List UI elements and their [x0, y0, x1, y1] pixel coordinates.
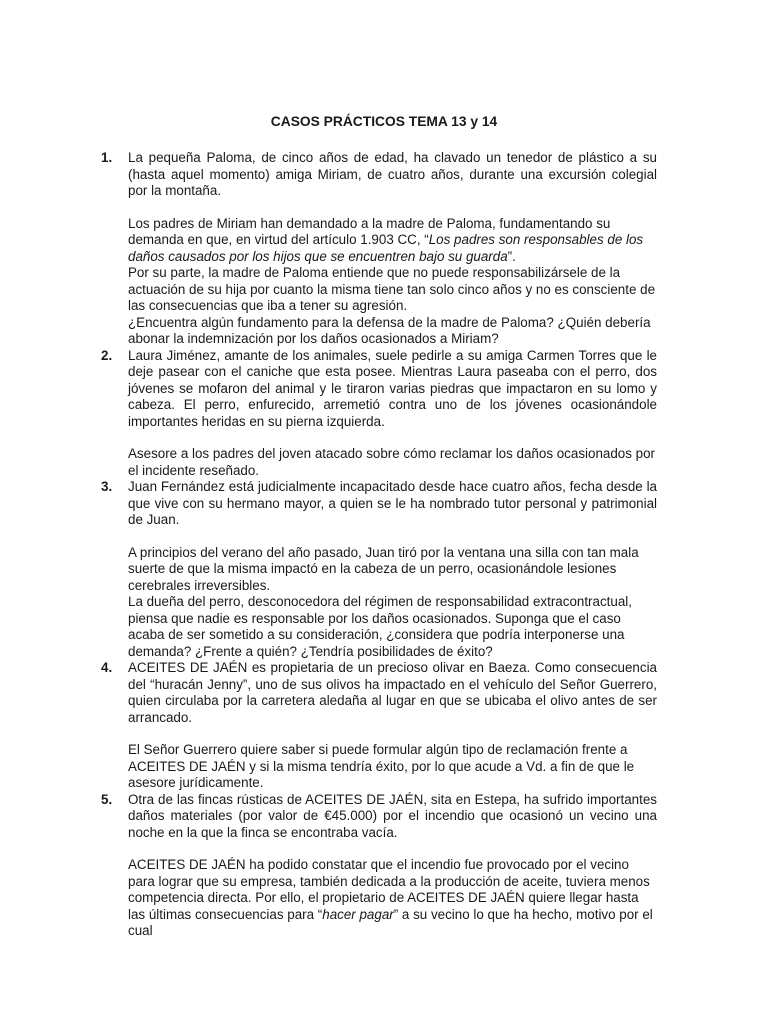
quoted-phrase: hacer pagar [322, 906, 394, 922]
case-intro: Otra de las fincas rústicas de ACEITES DE JAÉN, sita en Estepa, ha sufrido importantes daños materiales (por valor de €45.000) por el incendio que ocasionó un vecino una noche en la que la finca se encontraba vacía. [128, 791, 657, 840]
case-question: La dueña del perro, desconocedora del régimen de responsabilidad extracontractual, piensa que nadie es responsable por los daños ocasionados. Suponga que el caso acaba de ser sometido a su consideración, ¿considera que podría interponerse una demanda? ¿Frente a quién? ¿Tendría posibilidades de éxito? [128, 594, 632, 659]
case-body [128, 348, 657, 480]
case-question: ¿Encuentra algún fundamento para la defensa de la madre de Paloma? ¿Quién debería abonar la indemnización por los daños ocasionados a Miriam? [128, 314, 651, 346]
case-number: 2. [101, 347, 113, 363]
paragraph-gap [128, 841, 657, 857]
case-body [128, 792, 657, 940]
case-question: El Señor Guerrero quiere saber si puede formular algún tipo de reclamación frente a ACEITES DE JAÉN y si la misma tendría éxito, por lo que acude a Vd. a fin de que le asesore jurídicamente. [128, 742, 635, 790]
facts-text-end: ” a su vecino lo que ha hecho, motivo por el cual [128, 906, 653, 938]
facts-text: ACEITES DE JAÉN ha podido constatar que el incendio fue provocado por el vecino para lograr que su empresa, también dedicada a la producción de aceite, tuviera menos competencia directa. Por ello, el propietario de ACEITES DE JAÉN quiere llegar hasta las últimas consecuencias para “ [128, 857, 650, 922]
case-body [128, 479, 657, 660]
case-4 [0, 660, 768, 792]
case-number: 1. [101, 150, 113, 165]
case-paragraph-claim [128, 216, 657, 266]
case-intro: La pequeña Paloma, de cinco años de edad, ha clavado un tenedor de plástico a su (hasta aquel momento) amiga Miriam, de cuatro años, durante una excursión colegial por la montaña. [128, 150, 657, 198]
paragraph-gap [128, 726, 657, 742]
paragraph-gap [128, 430, 657, 446]
case-3 [0, 479, 768, 660]
case-1 [0, 150, 768, 348]
document-title: CASOS PRÁCTICOS TEMA 13 y 14 [270, 114, 498, 129]
case-paragraph-facts [128, 857, 657, 940]
paragraph-gap [128, 529, 657, 545]
case-5 [0, 792, 768, 940]
case-intro: ACEITES DE JAÉN es propietaria de un precioso olivar en Baeza. Como consecuencia del “huracán Jenny”, uno de sus olivos ha impactado en el vehículo del Señor Guerrero, quien circulaba por la carretera aledaña al lugar en que se ubicaba el olivo antes de ser arrancado. [128, 660, 657, 725]
case-number: 3. [101, 479, 113, 494]
claim-text-end: ”. [507, 248, 516, 264]
paragraph-gap [128, 200, 657, 216]
case-body [128, 660, 657, 792]
case-number: 5. [101, 791, 113, 807]
claim-text: Los padres de Miriam han demandado a la madre de Paloma, fundamentando su demanda en que, en virtud del artículo 1.903 CC, “ [128, 215, 611, 247]
case-paragraph-facts: A principios del verano del año pasado, Juan tiró por la ventana una silla con tan mala suerte de que la misma impactó en la cabeza de un perro, ocasionándole lesiones cerebrales irreversibles. [128, 544, 639, 593]
case-2 [0, 348, 768, 480]
case-number: 4. [101, 660, 113, 675]
case-list [0, 150, 768, 940]
legal-quote: Los padres son responsables de los daños causados por los hijos que se encuentren bajo su guarda [128, 232, 644, 264]
case-body [128, 150, 657, 348]
case-paragraph-defense: Por su parte, la madre de Paloma entiende que no puede responsabilizársele de la actuación de su hija por cuanto la misma tiene tan solo cinco años y no es consciente de las consecuencias que iba a tener su agresión. [128, 265, 656, 313]
case-intro: Laura Jiménez, amante de los animales, suele pedirle a su amiga Carmen Torres que le deje pasear con el caniche que esta posee. Mientras Laura paseaba con el perro, dos jóvenes se mofaron del animal y le tiraron varias piedras que impactaron en su lomo y cabeza. El perro, enfurecido, arremetió contra uno de los jóvenes ocasionándole importantes heridas en su pierna izquierda. [128, 347, 657, 429]
case-question: Asesore a los padres del joven atacado sobre cómo reclamar los daños ocasionados por el incidente reseñado. [128, 446, 656, 478]
case-intro: Juan Fernández está judicialmente incapacitado desde hace cuatro años, fecha desde la que vive con su hermano mayor, a quien se le ha nombrado tutor personal y patrimonial de Juan. [128, 479, 657, 527]
